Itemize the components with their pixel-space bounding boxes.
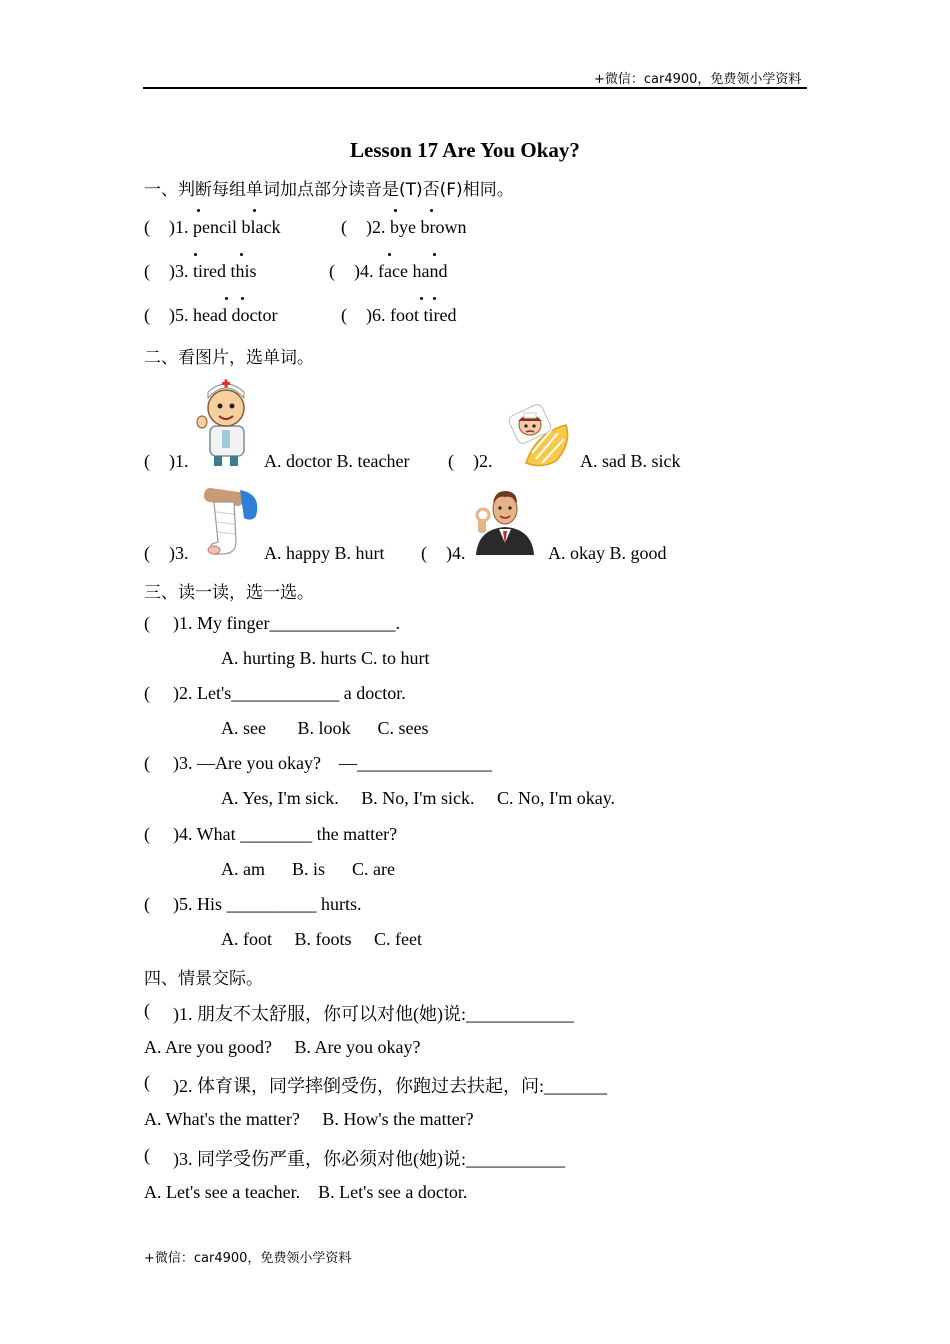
emphasis-dot bbox=[225, 297, 228, 300]
hurt-leg-icon bbox=[200, 488, 262, 562]
emphasis-dot bbox=[433, 253, 436, 256]
s2-item-2-options: A. sad B. sick bbox=[580, 451, 681, 471]
s4-item-3-paren[interactable]: ( bbox=[144, 1145, 150, 1165]
emphasis-dot bbox=[253, 209, 256, 212]
s1-item-3-paren[interactable]: ( bbox=[144, 261, 150, 281]
s2-item-4-paren[interactable]: ( bbox=[421, 543, 427, 563]
s2-item-3-options: A. happy B. hurt bbox=[264, 543, 385, 563]
section2-heading: 二、看图片，选单词。 bbox=[144, 348, 314, 368]
section3-heading: 三、读一读，选一选。 bbox=[144, 583, 314, 603]
emphasis-dot bbox=[241, 297, 244, 300]
s2-item-4-options: A. okay B. good bbox=[548, 543, 667, 563]
page-title: Lesson 17 Are You Okay? bbox=[350, 138, 580, 162]
doctor-icon bbox=[196, 376, 256, 468]
emphasis-dot bbox=[388, 253, 391, 256]
emphasis-dot bbox=[197, 209, 200, 212]
s3-item-1-paren[interactable]: ( bbox=[144, 613, 150, 633]
okay-man-icon bbox=[472, 485, 538, 555]
s4-item-2-paren[interactable]: ( bbox=[144, 1072, 150, 1092]
s3-item-2-options: A. see B. look C. sees bbox=[221, 718, 429, 738]
s3-item-4-options: A. am B. is C. are bbox=[221, 859, 395, 879]
s3-item-1-question: )1. My finger______________. bbox=[173, 613, 400, 633]
s3-item-4-paren[interactable]: ( bbox=[144, 824, 150, 844]
s1-item-3: )3. tired this bbox=[169, 261, 257, 281]
emphasis-dot bbox=[194, 253, 197, 256]
emphasis-dot bbox=[240, 253, 243, 256]
emphasis-dot bbox=[430, 209, 433, 212]
s2-item-1-number: )1. bbox=[169, 451, 189, 471]
header-divider bbox=[143, 87, 807, 89]
s3-item-5-question: )5. His __________ hurts. bbox=[173, 894, 362, 914]
s1-item-2-paren[interactable]: ( bbox=[341, 217, 347, 237]
s1-item-5-paren[interactable]: ( bbox=[144, 305, 150, 325]
s1-item-1-paren[interactable]: ( bbox=[144, 217, 150, 237]
s2-item-3-number: )3. bbox=[169, 543, 189, 563]
s1-item-4: )4. face hand bbox=[354, 261, 448, 281]
s4-item-1-question: )1. 朋友不太舒服，你可以对他(她)说:____________ bbox=[173, 1004, 574, 1024]
s1-item-4-paren[interactable]: ( bbox=[329, 261, 335, 281]
sick-girl-icon bbox=[506, 403, 572, 469]
footer-wechat-note: +微信：car4900，免费领小学资料 bbox=[144, 1251, 352, 1266]
s2-item-3-paren[interactable]: ( bbox=[144, 543, 150, 563]
s3-item-2-paren[interactable]: ( bbox=[144, 683, 150, 703]
s4-item-3-options: A. Let's see a teacher. B. Let's see a doctor. bbox=[144, 1182, 468, 1202]
section4-heading: 四、情景交际。 bbox=[144, 969, 263, 989]
s4-item-2-options: A. What's the matter? B. How's the matter? bbox=[144, 1109, 474, 1129]
s3-item-4-question: )4. What ________ the matter? bbox=[173, 824, 398, 844]
s4-item-3-question: )3. 同学受伤严重，你必须对他(她)说:___________ bbox=[173, 1149, 565, 1169]
s4-item-1-paren[interactable]: ( bbox=[144, 1000, 150, 1020]
emphasis-dot bbox=[433, 297, 436, 300]
s4-item-2-question: )2. 体育课，同学摔倒受伤，你跑过去扶起，问:_______ bbox=[173, 1076, 607, 1096]
s3-item-2-question: )2. Let's____________ a doctor. bbox=[173, 683, 406, 703]
s3-item-3-paren[interactable]: ( bbox=[144, 753, 150, 773]
s3-item-3-options: A. Yes, I'm sick. B. No, I'm sick. C. No, I'm okay. bbox=[221, 788, 616, 808]
section1-heading: 一、判断每组单词加点部分读音是(T)否(F)相同。 bbox=[144, 180, 514, 200]
s3-item-5-paren[interactable]: ( bbox=[144, 894, 150, 914]
s2-item-1-paren[interactable]: ( bbox=[144, 451, 150, 471]
s1-item-2: )2. bye brown bbox=[366, 217, 467, 237]
s2-item-1-options: A. doctor B. teacher bbox=[264, 451, 410, 471]
emphasis-dot bbox=[394, 209, 397, 212]
s2-item-2-number: )2. bbox=[473, 451, 493, 471]
s1-item-5: )5. head doctor bbox=[169, 305, 278, 325]
header-wechat-note: +微信：car4900，免费领小学资料 bbox=[594, 72, 802, 87]
s1-item-6-paren[interactable]: ( bbox=[341, 305, 347, 325]
s4-item-1-options: A. Are you good? B. Are you okay? bbox=[144, 1037, 421, 1057]
s3-item-3-question: )3. —Are you okay? —_______________ bbox=[173, 753, 492, 773]
emphasis-dot bbox=[420, 297, 423, 300]
s3-item-1-options: A. hurting B. hurts C. to hurt bbox=[221, 648, 430, 668]
s1-item-1: )1. pencil black bbox=[169, 217, 281, 237]
s2-item-4-number: )4. bbox=[446, 543, 466, 563]
s2-item-2-paren[interactable]: ( bbox=[448, 451, 454, 471]
s1-item-6: )6. foot tired bbox=[366, 305, 457, 325]
s3-item-5-options: A. foot B. foots C. feet bbox=[221, 929, 422, 949]
